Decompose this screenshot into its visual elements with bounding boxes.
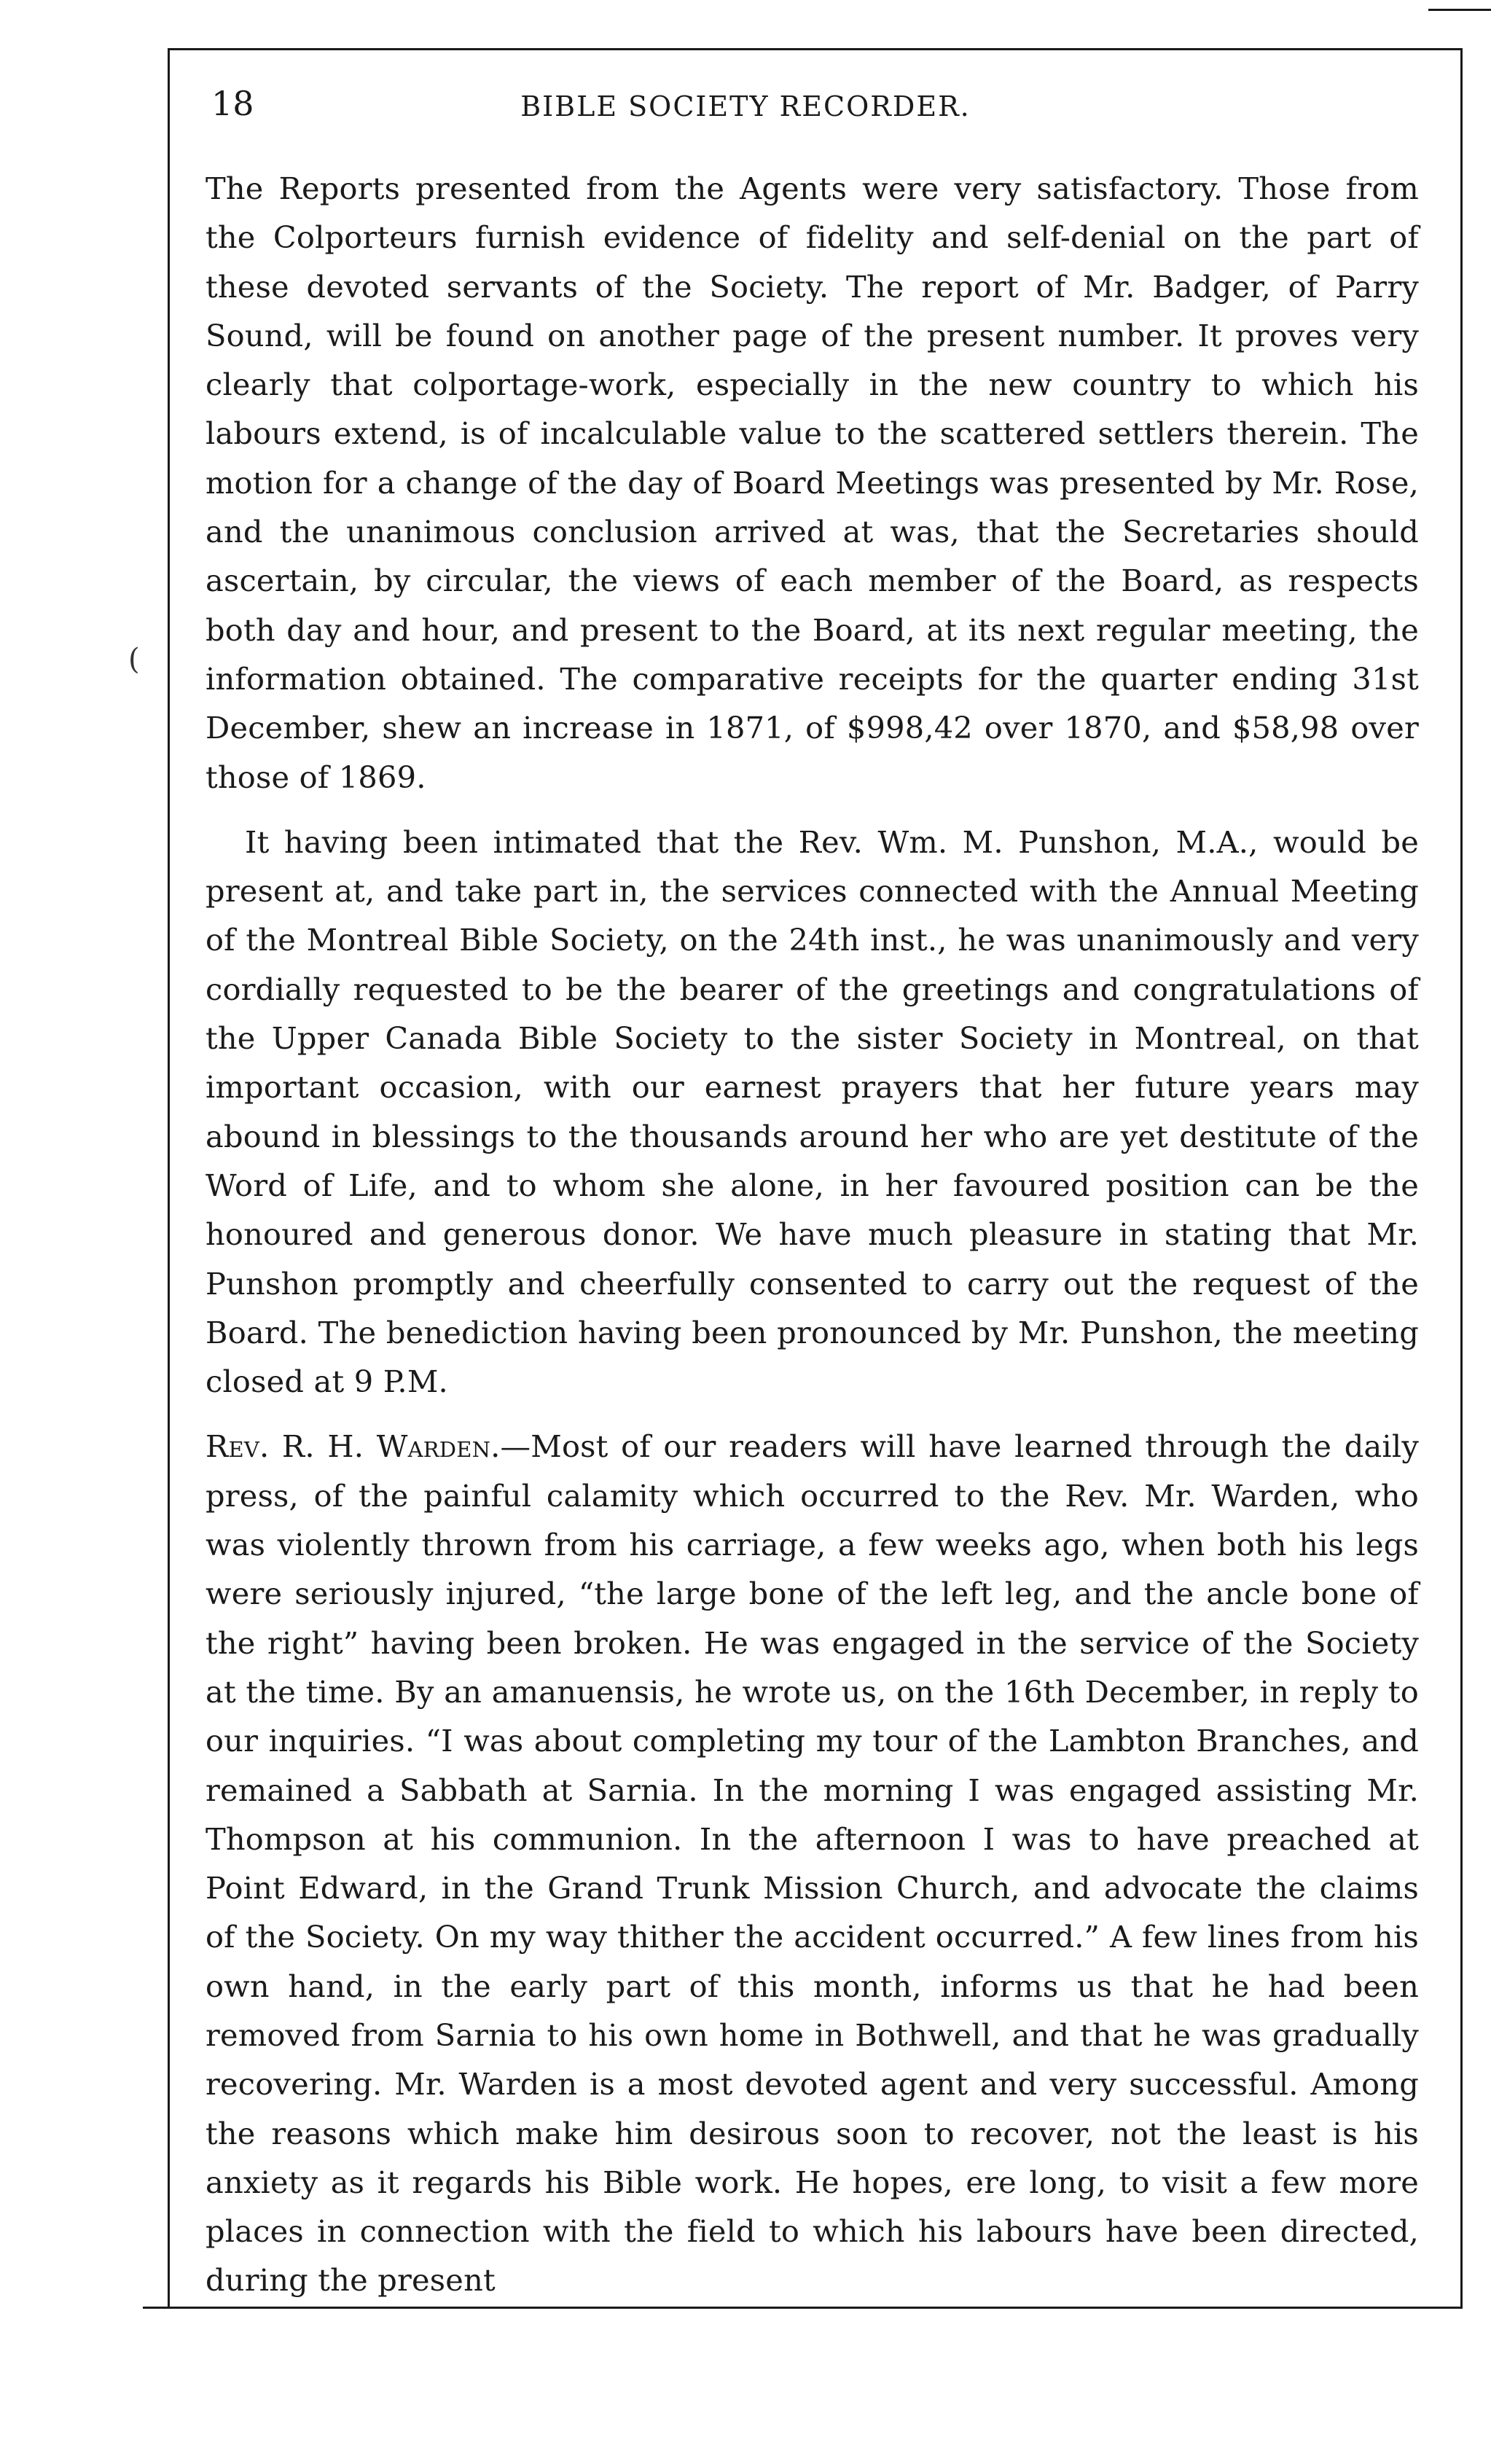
- left-rule: [168, 48, 170, 2307]
- paragraph-punshon: It having been intimated that the Rev. Wm. M. Punshon, M.A., would be present at, and take part in, the services connected with the Annual Meeting of the Montreal Bible Society, on the 24th inst., he was unanimously and very cordially requested to be the bearer of the greetings and congratulations of the Upper Canada Bible Society to the sister Society in Montreal, on that important occasion, with our earnest prayers that her future years may abound in blessings to the thousands around her who are yet destitute of the Word of Life, and to whom she alone, in her favoured position can be the honoured and generous donor. We have much pleasure in stating that Mr. Punshon promptly and cheerfully consented to carry out the request of the Board. The benediction having been pronounced by Mr. Punshon, the meeting closed at 9 P.M.: [206, 824, 1419, 1400]
- running-title: BIBLE SOCIETY RECORDER.: [520, 90, 971, 122]
- paragraph-warden-text: —Most of our readers will have learned through the daily press, of the painful calamity which occurred to the Rev. Mr. Warden, who was violently thrown from his carriage, a few weeks ago, when both his legs were seriously injured, “the large bone of the left leg, and the ancle bone of the right” having been broken. He was engaged in the service of the Society at the time. By an amanuensis, he wrote us, on the 16th December, in reply to our inquiries. “I was about completing my tour of the Lambton Branches, and remained a Sabbath at Sarnia. In the morning I was engaged assisting Mr. Thompson at his communion. In the afternoon I was to have preached at Point Edward, in the Grand Trunk Mission Church, and advocate the claims of the Society. On my way thither the accident occurred.” A few lines from his own hand, in the early part of this month, informs us that he had been removed from Sarnia to his own home in Bothwell, and that he was gradually recovering. Mr. Warden is a most devoted agent and very successful. Among the reasons which make him desirous soon to recover, not the least is his anxiety as it regards his Bible work. He hopes, ere long, to visit a few more places in connection with the field to which his labours have been directed, during the present: [206, 1428, 1420, 2299]
- paragraph-lead: Rev. R. H. Warden.: [206, 1428, 501, 1465]
- top-rule: [169, 48, 1461, 50]
- bottom-rule: [143, 2307, 1463, 2309]
- right-rule: [1460, 48, 1463, 2307]
- margin-mark-left: (: [128, 643, 140, 676]
- page-number: 18: [211, 84, 254, 123]
- article-body: [206, 164, 1419, 2305]
- paragraph-reports: The Reports presented from the Agents were very satisfactory. Those from the Colporteurs furnish evidence of fidelity and self-denial on the part of these devoted servants of the Society. The report of Mr. Badger, of Parry Sound, will be found on another page of the present number. It proves very clearly that colportage-work, especially in the new country to which his labours extend, is of incalculable value to the scattered settlers therein. The motion for a change of the day of Board Meetings was presented by Mr. Rose, and the unanimous conclusion arrived at was, that the Secretaries should ascertain, by circular, the views of each member of the Board, as respects both day and hour, and present to the Board, at its next regular meeting, the information obtained. The comparative receipts for the quarter ending 31st December, shew an increase in 1871, of $998,42 over 1870, and $58,98 over those of 1869.: [206, 171, 1419, 795]
- top-rule-right: [1428, 9, 1491, 11]
- paragraph-warden: [206, 1422, 1419, 2304]
